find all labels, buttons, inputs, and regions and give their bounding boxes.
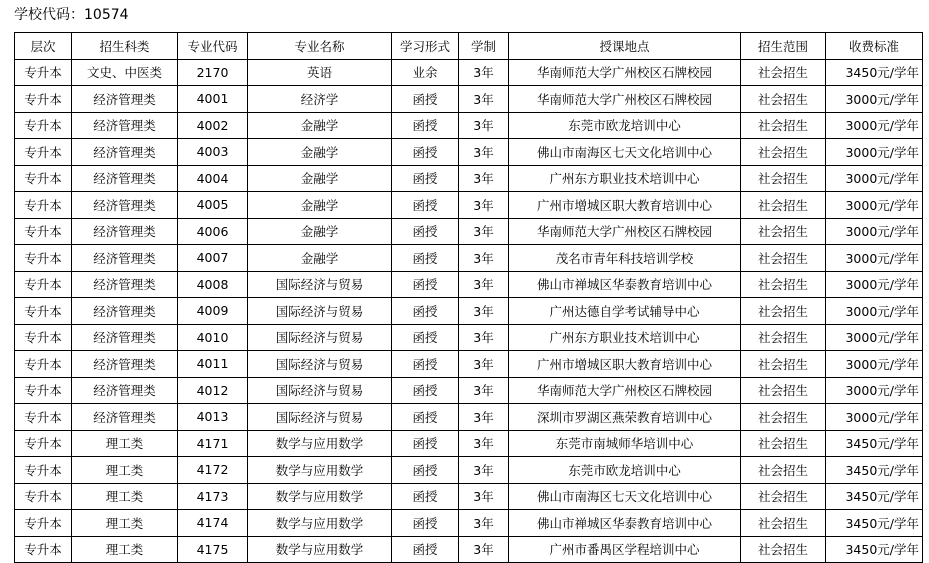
cell-category: 理工类 [72, 430, 178, 457]
cell-major-name: 金融学 [248, 218, 392, 245]
table-row [15, 59, 923, 86]
cell-category: 文史、中医类 [72, 59, 178, 86]
cell-scope: 社会招生 [741, 165, 826, 192]
table-row [15, 298, 923, 325]
cell-category: 理工类 [72, 510, 178, 537]
cell-level: 专升本 [15, 271, 72, 298]
table-row [15, 404, 923, 431]
cell-fee: 3450元/学年 [826, 457, 923, 484]
cell-duration: 3年 [459, 139, 509, 166]
cell-fee: 3450元/学年 [826, 483, 923, 510]
cell-level: 专升本 [15, 483, 72, 510]
cell-level: 专升本 [15, 510, 72, 537]
cell-fee: 3000元/学年 [826, 271, 923, 298]
cell-duration: 3年 [459, 457, 509, 484]
cell-fee: 3000元/学年 [826, 86, 923, 113]
column-header-major-code: 专业代码 [178, 33, 248, 60]
cell-major-code: 4002 [178, 112, 248, 139]
cell-major-code: 4009 [178, 298, 248, 325]
cell-category: 理工类 [72, 457, 178, 484]
cell-duration: 3年 [459, 483, 509, 510]
cell-category: 经济管理类 [72, 298, 178, 325]
column-header-major-name: 专业名称 [248, 33, 392, 60]
cell-study-mode: 函授 [392, 192, 459, 219]
cell-major-code: 4012 [178, 377, 248, 404]
cell-location: 广州市番禺区学程培训中心 [509, 536, 741, 563]
cell-scope: 社会招生 [741, 324, 826, 351]
cell-level: 专升本 [15, 218, 72, 245]
cell-major-name: 金融学 [248, 139, 392, 166]
cell-duration: 3年 [459, 245, 509, 272]
cell-major-name: 数学与应用数学 [248, 483, 392, 510]
cell-major-code: 4011 [178, 351, 248, 378]
cell-duration: 3年 [459, 271, 509, 298]
cell-level: 专升本 [15, 59, 72, 86]
cell-fee: 3000元/学年 [826, 165, 923, 192]
table-body [15, 59, 923, 563]
column-header-duration: 学制 [459, 33, 509, 60]
cell-level: 专升本 [15, 536, 72, 563]
column-header-location: 授课地点 [509, 33, 741, 60]
cell-location: 广州东方职业技术培训中心 [509, 165, 741, 192]
cell-scope: 社会招生 [741, 483, 826, 510]
column-header-level: 层次 [15, 33, 72, 60]
cell-scope: 社会招生 [741, 271, 826, 298]
cell-level: 专升本 [15, 324, 72, 351]
cell-location: 深圳市罗湖区燕荣教育培训中心 [509, 404, 741, 431]
column-header-fee: 收费标准 [826, 33, 923, 60]
cell-study-mode: 函授 [392, 324, 459, 351]
cell-scope: 社会招生 [741, 457, 826, 484]
cell-major-name: 国际经济与贸易 [248, 351, 392, 378]
cell-location: 东莞市欧龙培训中心 [509, 112, 741, 139]
cell-study-mode: 函授 [392, 430, 459, 457]
cell-major-code: 4174 [178, 510, 248, 537]
cell-duration: 3年 [459, 165, 509, 192]
cell-fee: 3000元/学年 [826, 324, 923, 351]
cell-level: 专升本 [15, 430, 72, 457]
cell-study-mode: 业余 [392, 59, 459, 86]
table-row [15, 457, 923, 484]
cell-study-mode: 函授 [392, 404, 459, 431]
table-row [15, 536, 923, 563]
cell-major-name: 经济学 [248, 86, 392, 113]
cell-major-name: 国际经济与贸易 [248, 404, 392, 431]
cell-duration: 3年 [459, 218, 509, 245]
cell-level: 专升本 [15, 351, 72, 378]
cell-category: 经济管理类 [72, 218, 178, 245]
cell-major-code: 4001 [178, 86, 248, 113]
cell-duration: 3年 [459, 324, 509, 351]
cell-category: 经济管理类 [72, 139, 178, 166]
cell-scope: 社会招生 [741, 245, 826, 272]
cell-study-mode: 函授 [392, 298, 459, 325]
table-row [15, 165, 923, 192]
cell-major-code: 4173 [178, 483, 248, 510]
cell-fee: 3450元/学年 [826, 510, 923, 537]
cell-fee: 3000元/学年 [826, 112, 923, 139]
cell-location: 广州达德自学考试辅导中心 [509, 298, 741, 325]
cell-study-mode: 函授 [392, 165, 459, 192]
cell-category: 经济管理类 [72, 86, 178, 113]
cell-location: 华南师范大学广州校区石牌校园 [509, 377, 741, 404]
table-row [15, 271, 923, 298]
cell-category: 经济管理类 [72, 377, 178, 404]
cell-major-code: 4172 [178, 457, 248, 484]
cell-level: 专升本 [15, 298, 72, 325]
cell-level: 专升本 [15, 404, 72, 431]
cell-duration: 3年 [459, 404, 509, 431]
cell-major-name: 金融学 [248, 245, 392, 272]
cell-study-mode: 函授 [392, 377, 459, 404]
cell-location: 华南师范大学广州校区石牌校园 [509, 86, 741, 113]
cell-level: 专升本 [15, 139, 72, 166]
cell-category: 经济管理类 [72, 192, 178, 219]
cell-fee: 3000元/学年 [826, 377, 923, 404]
table-row [15, 430, 923, 457]
cell-scope: 社会招生 [741, 298, 826, 325]
cell-scope: 社会招生 [741, 510, 826, 537]
cell-location: 佛山市禅城区华泰教育培训中心 [509, 271, 741, 298]
cell-fee: 3000元/学年 [826, 298, 923, 325]
cell-level: 专升本 [15, 112, 72, 139]
cell-duration: 3年 [459, 510, 509, 537]
table-row [15, 377, 923, 404]
cell-category: 理工类 [72, 536, 178, 563]
cell-major-name: 数学与应用数学 [248, 457, 392, 484]
table-row [15, 324, 923, 351]
table-row [15, 218, 923, 245]
cell-fee: 3450元/学年 [826, 536, 923, 563]
cell-scope: 社会招生 [741, 536, 826, 563]
cell-fee: 3000元/学年 [826, 218, 923, 245]
cell-scope: 社会招生 [741, 59, 826, 86]
cell-category: 经济管理类 [72, 165, 178, 192]
cell-category: 经济管理类 [72, 112, 178, 139]
table-row [15, 139, 923, 166]
cell-major-name: 国际经济与贸易 [248, 298, 392, 325]
cell-category: 经济管理类 [72, 404, 178, 431]
cell-major-name: 金融学 [248, 165, 392, 192]
cell-duration: 3年 [459, 59, 509, 86]
cell-major-code: 4171 [178, 430, 248, 457]
cell-major-name: 国际经济与贸易 [248, 324, 392, 351]
cell-scope: 社会招生 [741, 430, 826, 457]
cell-study-mode: 函授 [392, 351, 459, 378]
cell-fee: 3000元/学年 [826, 245, 923, 272]
table-row [15, 86, 923, 113]
table-row [15, 245, 923, 272]
cell-location: 佛山市南海区七天文化培训中心 [509, 483, 741, 510]
cell-category: 经济管理类 [72, 324, 178, 351]
cell-location: 广州市增城区职大教育培训中心 [509, 351, 741, 378]
cell-duration: 3年 [459, 351, 509, 378]
cell-major-code: 4006 [178, 218, 248, 245]
cell-location: 华南师范大学广州校区石牌校园 [509, 218, 741, 245]
cell-major-code: 4007 [178, 245, 248, 272]
cell-fee: 3450元/学年 [826, 430, 923, 457]
column-header-study-mode: 学习形式 [392, 33, 459, 60]
cell-fee: 3000元/学年 [826, 404, 923, 431]
cell-major-code: 4013 [178, 404, 248, 431]
cell-location: 华南师范大学广州校区石牌校园 [509, 59, 741, 86]
cell-location: 东莞市欧龙培训中心 [509, 457, 741, 484]
cell-study-mode: 函授 [392, 86, 459, 113]
cell-major-code: 4005 [178, 192, 248, 219]
cell-major-code: 4010 [178, 324, 248, 351]
cell-major-code: 4003 [178, 139, 248, 166]
cell-scope: 社会招生 [741, 218, 826, 245]
cell-duration: 3年 [459, 112, 509, 139]
cell-scope: 社会招生 [741, 112, 826, 139]
cell-study-mode: 函授 [392, 457, 459, 484]
cell-study-mode: 函授 [392, 112, 459, 139]
cell-level: 专升本 [15, 165, 72, 192]
cell-study-mode: 函授 [392, 139, 459, 166]
cell-scope: 社会招生 [741, 351, 826, 378]
column-header-category: 招生科类 [72, 33, 178, 60]
cell-fee: 3450元/学年 [826, 59, 923, 86]
table-row [15, 510, 923, 537]
cell-duration: 3年 [459, 377, 509, 404]
cell-location: 广州东方职业技术培训中心 [509, 324, 741, 351]
column-header-scope: 招生范围 [741, 33, 826, 60]
cell-study-mode: 函授 [392, 483, 459, 510]
cell-duration: 3年 [459, 430, 509, 457]
cell-major-name: 数学与应用数学 [248, 510, 392, 537]
school-code-label: 学校代码：10574 [14, 7, 129, 23]
cell-major-code: 4004 [178, 165, 248, 192]
cell-level: 专升本 [15, 192, 72, 219]
cell-scope: 社会招生 [741, 404, 826, 431]
cell-scope: 社会招生 [741, 377, 826, 404]
cell-major-name: 数学与应用数学 [248, 430, 392, 457]
cell-major-code: 4175 [178, 536, 248, 563]
cell-level: 专升本 [15, 86, 72, 113]
cell-duration: 3年 [459, 536, 509, 563]
cell-study-mode: 函授 [392, 536, 459, 563]
cell-duration: 3年 [459, 86, 509, 113]
cell-study-mode: 函授 [392, 245, 459, 272]
table-header-row [15, 33, 923, 60]
cell-category: 经济管理类 [72, 271, 178, 298]
cell-major-name: 英语 [248, 59, 392, 86]
cell-level: 专升本 [15, 377, 72, 404]
cell-location: 广州市增城区职大教育培训中心 [509, 192, 741, 219]
cell-location: 东莞市南城师华培训中心 [509, 430, 741, 457]
cell-category: 经济管理类 [72, 245, 178, 272]
table-row [15, 351, 923, 378]
cell-duration: 3年 [459, 192, 509, 219]
cell-location: 茂名市青年科技培训学校 [509, 245, 741, 272]
cell-fee: 3000元/学年 [826, 192, 923, 219]
cell-major-name: 金融学 [248, 192, 392, 219]
cell-fee: 3000元/学年 [826, 139, 923, 166]
cell-location: 佛山市南海区七天文化培训中心 [509, 139, 741, 166]
cell-study-mode: 函授 [392, 271, 459, 298]
cell-location: 佛山市禅城区华泰教育培训中心 [509, 510, 741, 537]
cell-scope: 社会招生 [741, 86, 826, 113]
cell-scope: 社会招生 [741, 192, 826, 219]
cell-scope: 社会招生 [741, 139, 826, 166]
cell-major-name: 数学与应用数学 [248, 536, 392, 563]
enrollment-table [14, 32, 923, 563]
cell-major-name: 金融学 [248, 112, 392, 139]
cell-category: 经济管理类 [72, 351, 178, 378]
cell-level: 专升本 [15, 457, 72, 484]
cell-category: 理工类 [72, 483, 178, 510]
cell-major-name: 国际经济与贸易 [248, 271, 392, 298]
table-row [15, 192, 923, 219]
table-row [15, 483, 923, 510]
cell-major-code: 4008 [178, 271, 248, 298]
cell-major-code: 2170 [178, 59, 248, 86]
cell-major-name: 国际经济与贸易 [248, 377, 392, 404]
cell-level: 专升本 [15, 245, 72, 272]
table-row [15, 112, 923, 139]
cell-fee: 3000元/学年 [826, 351, 923, 378]
cell-study-mode: 函授 [392, 218, 459, 245]
cell-duration: 3年 [459, 298, 509, 325]
cell-study-mode: 函授 [392, 510, 459, 537]
